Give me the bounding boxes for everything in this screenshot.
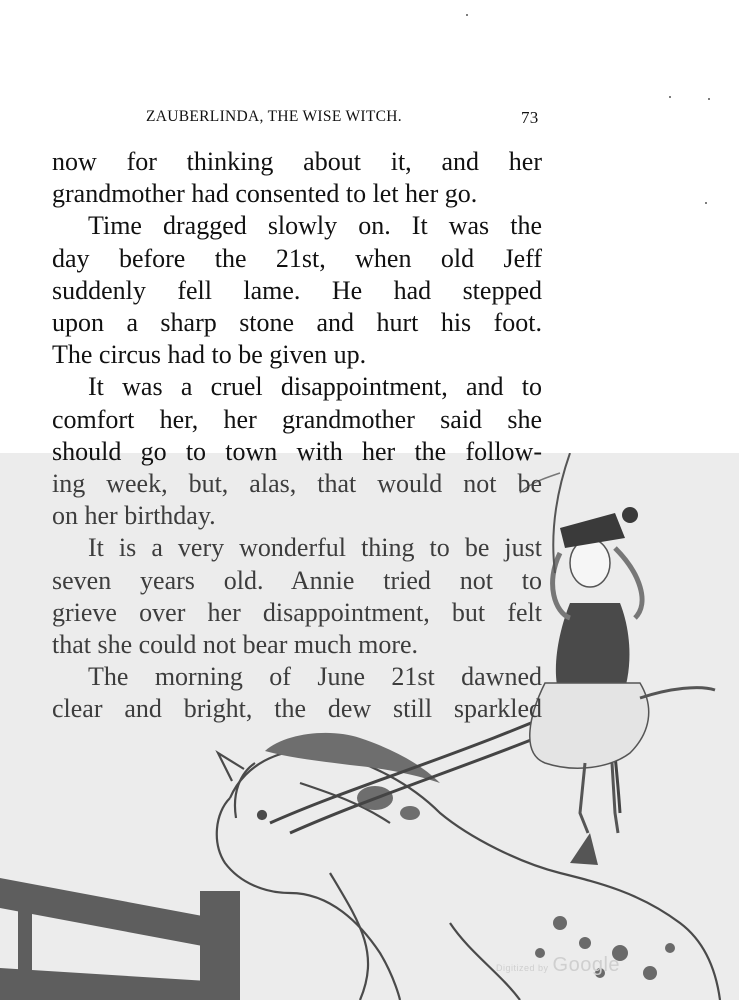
page-number: 73: [521, 108, 539, 127]
running-header: [0, 106, 739, 130]
text-line: ing week, but, alas, that would not be: [52, 469, 542, 499]
paper-speck: [669, 96, 671, 98]
text-line: that she could not bear much more.: [52, 630, 419, 660]
paper-speck: [466, 14, 468, 16]
fence-drawing: [0, 878, 240, 1000]
text-line: It was a cruel disappointment, and to: [88, 372, 542, 402]
text-line: grieve over her disappointment, but felt: [52, 597, 542, 627]
text-line: should go to town with her the follow-: [52, 436, 542, 466]
text-line: on her birthday.: [52, 501, 216, 531]
text-line: upon a sharp stone and hurt his foot.: [52, 308, 542, 338]
text-line: clear and bright, the dew still sparkled: [52, 694, 542, 724]
rider-drawing: [520, 453, 715, 865]
text-line: day before the 21st, when old Jeff: [52, 243, 542, 273]
text-line: suddenly fell lame. He had stepped: [52, 275, 542, 305]
text-line: The morning of June 21st dawned: [88, 662, 542, 692]
body-text: [52, 146, 542, 726]
text-line: grandmother had consented to let her go.: [52, 179, 478, 209]
running-title: ZAUBERLINDA, THE WISE WITCH.: [146, 108, 402, 125]
text-line: now for thinking about it, and her: [52, 147, 542, 176]
watermark-brand: Google: [552, 954, 621, 976]
digitization-watermark: [496, 954, 620, 977]
text-line: comfort her, her grandmother said she: [52, 404, 542, 434]
paper-speck: [708, 98, 710, 100]
text-line: The circus had to be given up.: [52, 340, 367, 370]
text-line: It is a very wonderful thing to be just: [88, 533, 542, 563]
paper-speck: [705, 202, 707, 204]
text-line: seven years old. Annie tried not to: [52, 565, 542, 595]
text-line: Time dragged slowly on. It was the: [88, 211, 542, 241]
horse-drawing: [217, 750, 720, 1000]
watermark-prefix: Digitized by: [496, 963, 549, 973]
